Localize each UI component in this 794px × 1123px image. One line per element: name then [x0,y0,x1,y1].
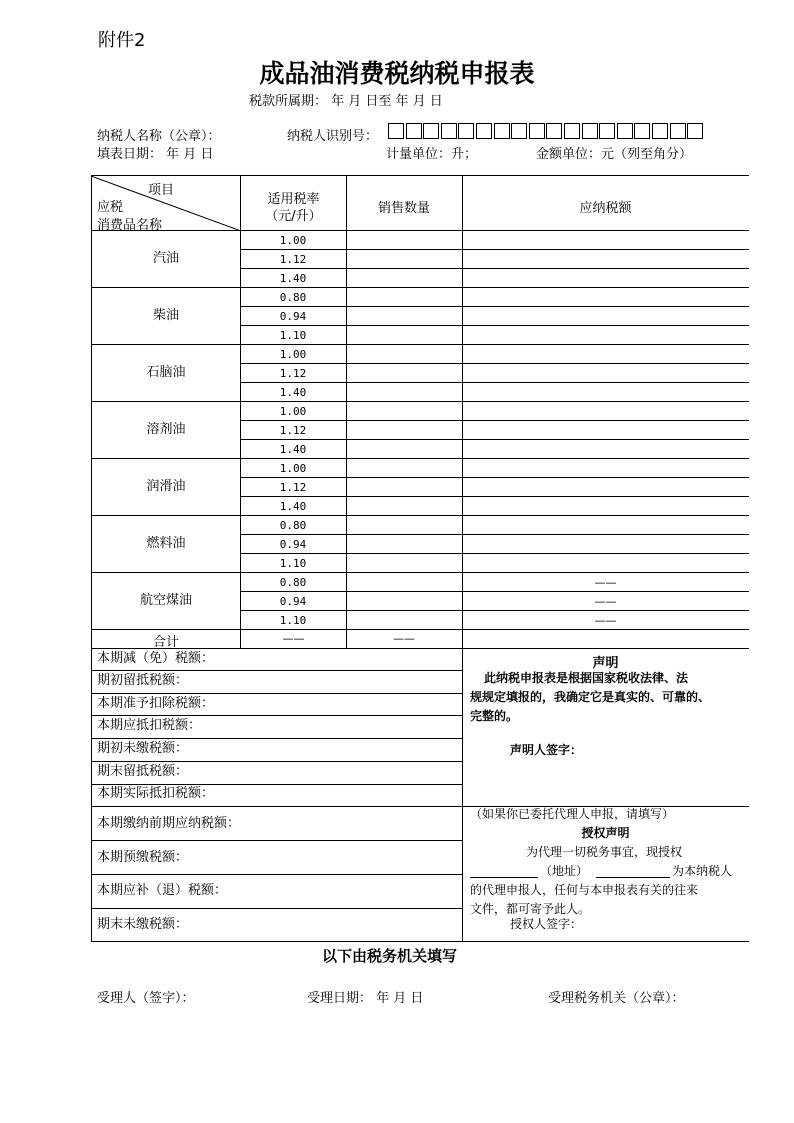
total-label: 合计 [152,635,179,650]
deduction-item-label: 本期减（免）税额： [97,651,215,666]
receiving-office-label: 受理税务机关（公章）： [548,991,685,1006]
total-quantity-dash: —— [393,632,415,645]
declaration-line1: 此纳税申报表是根据国家税收法律、法 [484,671,689,685]
header-rate: 适用税率 [267,192,320,207]
header-tax-payable: 应纳税额 [579,201,632,216]
rate-value: 0.94 [279,595,307,608]
receiver-label: 受理人（签字）： [97,991,195,1006]
rate-value: 1.40 [279,443,307,456]
rate-value: 1.12 [279,424,307,437]
taxpayer-id-label: 纳税人识别号： [287,129,379,144]
payment-item-label: 期末未缴税额： [97,917,189,932]
rate-value: 1.00 [279,462,307,475]
deduction-item-label: 期初留抵税额： [97,673,189,688]
header-item: 项目 [148,183,175,198]
taxpayer-id-box[interactable] [582,123,598,139]
rate-value: 1.00 [279,234,307,247]
taxpayer-id-box[interactable] [494,123,510,139]
taxpayer-id-box[interactable] [599,123,615,139]
rate-value: 1.00 [279,348,307,361]
taxpayer-id-box[interactable] [458,123,474,139]
rate-value: 1.12 [279,481,307,494]
authorization-note: （如果你已委托代理人申报，请填写） [470,807,675,821]
taxpayer-id-box[interactable] [388,123,404,139]
total-rate-dash: —— [282,632,305,645]
taxpayer-name-label: 纳税人名称（公章）： [97,129,221,144]
declaration-signer: 声明人签字： [510,743,583,757]
rate-value: 0.80 [279,519,307,532]
rate-value: 1.12 [279,367,307,380]
rate-value: 0.94 [279,310,307,323]
taxpayer-id-box[interactable] [441,123,457,139]
declaration-line2: 规规定填报的，我确定它是真实的、可靠的、 [470,690,711,704]
tax-office-heading: 以下由税务机关填写 [322,947,458,965]
fill-date-label: 填表日期： 年 月 日 [97,147,214,162]
product-name: 航空煤油 [139,593,192,608]
taxpayer-id-box[interactable] [634,123,650,139]
taxpayer-id-box[interactable] [670,123,686,139]
header-rate-unit: （元/升） [265,209,322,224]
taxpayer-id-box[interactable] [529,123,545,139]
taxpayer-id-box[interactable] [476,123,492,139]
product-name: 润滑油 [146,479,186,494]
authorization-line4: 文件，都可寄予此人。 [470,902,591,916]
deduction-item-label: 本期准予扣除税额： [97,696,215,711]
declaration-title: 声明 [592,656,619,671]
declaration-line3: 完整的。 [470,709,519,723]
rate-value: 1.40 [279,386,307,399]
rate-value: 1.10 [279,329,307,342]
receive-date-label: 受理日期： 年 月 日 [307,991,424,1006]
taxpayer-id-box[interactable] [652,123,668,139]
taxpayer-id-box[interactable] [564,123,580,139]
rate-value: 0.94 [279,538,307,551]
authorization-signer: 授权人签字： [510,917,583,931]
payment-item-label: 本期缴纳前期应纳税额： [97,816,241,831]
product-name: 汽油 [152,251,179,266]
rate-value: 1.10 [279,557,307,570]
measure-unit-label: 计量单位：升； [386,147,478,162]
agent-name-blank[interactable] [470,877,538,878]
payment-item-label: 本期应补（退）税额： [97,883,228,898]
deduction-item-label: 期初未缴税额： [97,741,189,756]
payment-item-label: 本期预缴税额： [97,850,189,865]
rate-value: 0.80 [279,291,307,304]
taxpayer-id-box[interactable] [617,123,633,139]
tax-period: 税款所属期： 年 月 日至 年 月 日 [249,94,443,109]
authorization-address: （地址） [540,864,589,878]
rate-value: 0.80 [279,576,307,589]
deduction-item-label: 期末留抵税额： [97,764,189,779]
authorization-line1: 为代理一切税务事宜，现授权 [526,845,683,859]
taxpayer-id-box[interactable] [687,123,703,139]
money-unit-label: 金额单位：元（列至角分） [536,147,693,162]
product-name: 石脑油 [146,365,186,380]
taxpayer-id-box[interactable] [546,123,562,139]
page-title: 成品油消费税纳税申报表 [259,59,535,88]
tax-payable-dash: —— [594,576,617,589]
authorization-title: 授权声明 [581,826,630,840]
deduction-item-label: 本期应抵扣税额： [97,718,202,733]
taxpayer-id-box[interactable] [511,123,527,139]
rate-value: 1.40 [279,272,307,285]
agent-address-blank[interactable] [596,877,670,878]
header-product-name: 消费品名称 [97,218,163,233]
rate-value: 1.00 [279,405,307,418]
taxpayer-id-box[interactable] [423,123,439,139]
deduction-item-label: 本期实际抵扣税额： [97,786,215,801]
taxpayer-id-box[interactable] [406,123,422,139]
rate-value: 1.10 [279,614,307,627]
header-quantity: 销售数量 [377,201,430,216]
authorization-line2-end: 为本纳税人 [672,864,733,878]
tax-payable-dash: —— [594,595,617,608]
rate-value: 1.40 [279,500,307,513]
rate-value: 1.12 [279,253,307,266]
header-tax: 应税 [97,200,124,215]
tax-payable-dash: —— [594,614,617,627]
product-name: 溶剂油 [146,422,186,437]
product-name: 燃料油 [146,536,186,551]
product-name: 柴油 [152,308,179,323]
attachment-label: 附件2 [98,30,146,51]
authorization-line3: 的代理申报人，任何与本申报表有关的往来 [470,883,699,897]
